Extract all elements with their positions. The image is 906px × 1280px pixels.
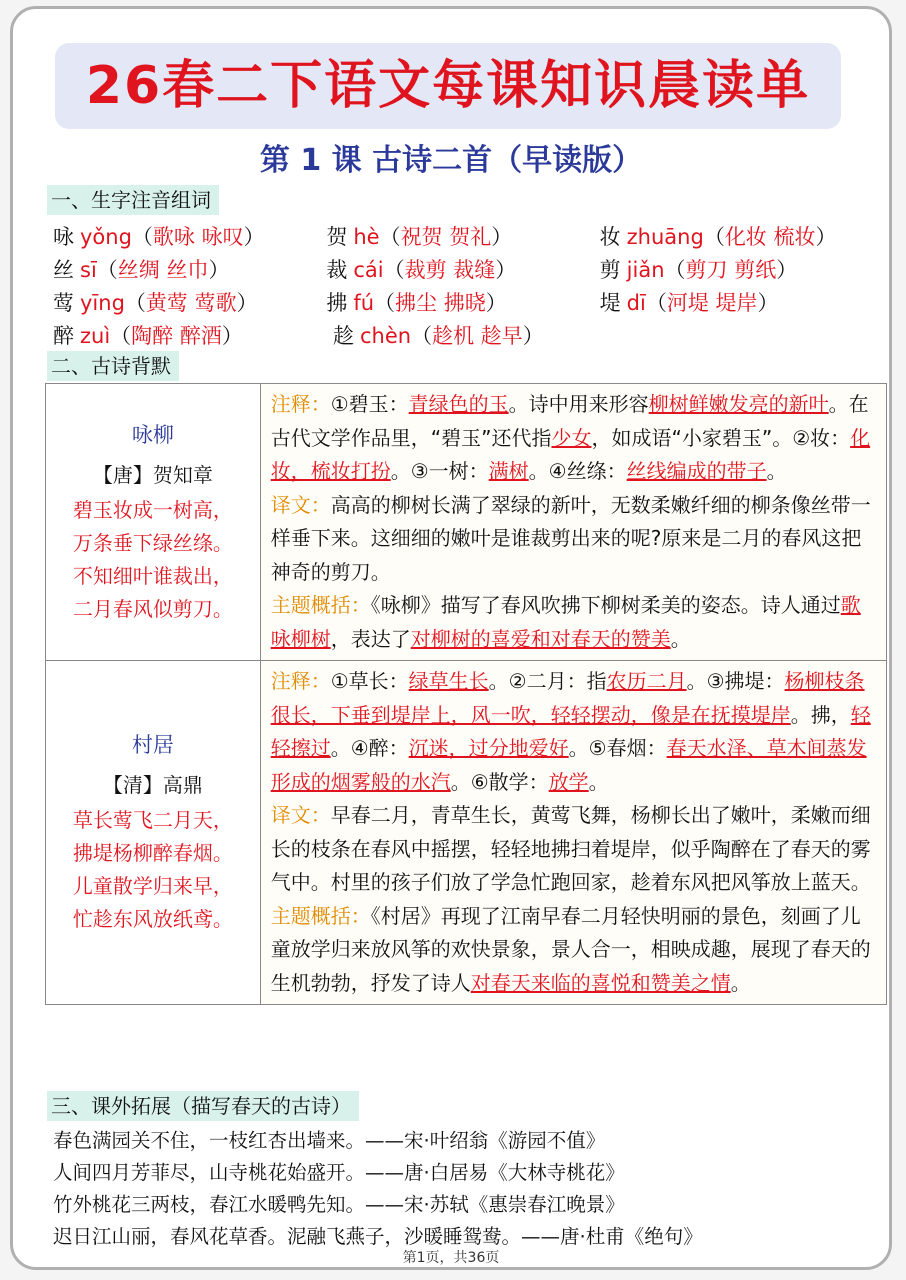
text-segment: 。④醉： bbox=[330, 736, 409, 760]
document-page bbox=[10, 6, 892, 1270]
paren-close: ） bbox=[757, 291, 779, 315]
poem-line: 不知细叶谁裁出， bbox=[72, 563, 233, 588]
extension-poem-line: 春色满园关不住，一枝红杏出墙来。——宋·叶绍翁《游园不值》 bbox=[53, 1129, 606, 1152]
label-tag: 译文： bbox=[270, 803, 331, 827]
character: 趁 bbox=[333, 324, 354, 348]
character-entry bbox=[600, 254, 873, 287]
paren-open: （ bbox=[96, 258, 118, 282]
page-title: 26春二下语文每课知识晨读单 bbox=[85, 56, 811, 116]
theme-paragraph bbox=[271, 589, 880, 656]
section-heading-poems: 二、古诗背默 bbox=[47, 351, 179, 381]
extension-poem-line: 人间四月芳菲尽，山寺桃花始盛开。——唐·白居易《大林寺桃花》 bbox=[53, 1161, 625, 1184]
character-entry bbox=[53, 287, 326, 320]
paren-open: （ bbox=[383, 258, 405, 282]
key-point: 轻轻擦过 bbox=[270, 702, 871, 760]
poem-line: 二月春风似剪刀。 bbox=[72, 596, 233, 621]
character: 拂 bbox=[326, 291, 348, 315]
character-row bbox=[53, 320, 873, 353]
character-entry bbox=[53, 320, 333, 353]
paren-open: （ bbox=[645, 291, 667, 315]
key-point: 杨柳枝条很长，下垂到堤岸上，风一吹，轻轻摆动，像是在抚摸堤岸 bbox=[270, 669, 865, 727]
pinyin: jiǎn bbox=[626, 258, 665, 282]
label-tag: 注释： bbox=[270, 392, 331, 416]
character-entry bbox=[600, 287, 873, 320]
character-row bbox=[53, 221, 873, 254]
key-point: 歌咏柳树 bbox=[270, 593, 861, 651]
paren-close: ） bbox=[243, 225, 265, 249]
poem-table bbox=[45, 383, 887, 1005]
character-grid bbox=[53, 221, 873, 353]
text-segment: ①草长： bbox=[330, 669, 409, 693]
theme-paragraph bbox=[271, 900, 880, 1001]
key-point: 丝线编成的带子 bbox=[626, 459, 767, 483]
paren-open: （ bbox=[703, 225, 725, 249]
paren-close: ） bbox=[495, 258, 517, 282]
page-number: 第1页，共36页 bbox=[402, 1250, 500, 1266]
poem-line: 碧玉妆成一树高， bbox=[72, 497, 233, 522]
poem-line: 忙趁东风放纸鸢。 bbox=[72, 907, 233, 931]
poem-line: 草长莺飞二月天， bbox=[72, 808, 233, 832]
pinyin: hè bbox=[353, 225, 380, 249]
key-point: 青绿色的玉 bbox=[408, 392, 509, 416]
key-point: 少女 bbox=[551, 425, 592, 450]
word-combinations: 裁剪 裁缝 bbox=[404, 258, 496, 282]
text-segment: 。⑤春烟： bbox=[568, 736, 667, 760]
key-point: 春天水泽、草木间蒸发形成的烟雾般的水汽 bbox=[270, 736, 867, 794]
text-segment: 《村居》再现了江南早春二月轻快明丽的景色，刻画了儿童放学归来放风筝的欢快景象，景人合一，相映成趣，展现了春天的生机勃勃，抒发了诗人 bbox=[270, 903, 871, 995]
key-point: 满树 bbox=[488, 459, 529, 483]
paren-open: （ bbox=[131, 225, 153, 249]
translation-paragraph bbox=[271, 799, 880, 900]
character-entry bbox=[326, 287, 599, 320]
word-combinations: 趁机 趁早 bbox=[432, 324, 523, 348]
word-combinations: 陶醉 醉酒 bbox=[131, 324, 222, 348]
character-entry bbox=[600, 221, 873, 254]
character-entry bbox=[326, 254, 599, 287]
paren-close: ） bbox=[776, 258, 798, 282]
pinyin: chèn bbox=[360, 324, 412, 348]
word-combinations: 丝绸 丝巾 bbox=[117, 258, 209, 282]
paren-close: ） bbox=[485, 291, 507, 315]
character-row bbox=[53, 287, 873, 320]
poem-line: 儿童散学归来早， bbox=[72, 874, 233, 898]
key-point: 绿草生长 bbox=[408, 669, 489, 693]
character: 裁 bbox=[326, 258, 348, 282]
key-point: 沉迷，过分地爱好 bbox=[408, 736, 569, 760]
text-segment: 。⑥散学： bbox=[450, 769, 549, 794]
text-segment: 。④丝绦： bbox=[528, 459, 627, 483]
text-segment: 。③一树： bbox=[390, 459, 489, 483]
pinyin: yǒng bbox=[80, 225, 132, 249]
character: 咏 bbox=[53, 225, 74, 249]
paren-open: （ bbox=[110, 324, 132, 348]
pinyin: dī bbox=[626, 291, 646, 315]
paren-open: （ bbox=[664, 258, 686, 282]
character-entry bbox=[53, 254, 326, 287]
paren-close: ） bbox=[815, 225, 837, 249]
paren-open: （ bbox=[374, 291, 396, 315]
key-point: 柳树鲜嫩发亮的新叶 bbox=[648, 392, 829, 416]
poem-row bbox=[46, 384, 886, 661]
word-combinations: 歌咏 咏叹 bbox=[152, 225, 244, 249]
character-entry bbox=[326, 221, 599, 254]
paren-open: （ bbox=[124, 291, 146, 315]
poem-line: 拂堤杨柳醉春烟。 bbox=[72, 841, 233, 865]
word-combinations: 化妆 梳妆 bbox=[724, 225, 816, 249]
text-segment: 。 bbox=[766, 459, 787, 483]
character: 堤 bbox=[599, 291, 621, 315]
character: 妆 bbox=[599, 225, 621, 249]
poem-explanation-cell bbox=[261, 384, 886, 660]
character: 莺 bbox=[53, 291, 74, 315]
poem-author: 【唐】贺知章 bbox=[92, 462, 213, 487]
pinyin: zuì bbox=[80, 324, 111, 348]
annotation-paragraph bbox=[271, 665, 880, 799]
paren-close: ） bbox=[208, 258, 230, 282]
character-entry bbox=[53, 221, 326, 254]
paren-open: （ bbox=[379, 225, 401, 249]
character: 剪 bbox=[599, 258, 621, 282]
text-segment: 《咏柳》描写了春风吹拂下柳树柔美的姿态。诗人通过 bbox=[370, 593, 841, 617]
section-heading-extension: 三、课外拓展（描写春天的古诗） bbox=[47, 1091, 359, 1121]
text-segment: ，表达了 bbox=[330, 626, 411, 651]
text-segment: ①碧玉： bbox=[330, 392, 409, 416]
text-segment: 。 bbox=[730, 970, 751, 995]
text-segment: 。在古代文学作品里，“碧玉”还代指 bbox=[270, 392, 869, 450]
pinyin: zhuāng bbox=[626, 225, 704, 249]
character-entry bbox=[333, 320, 613, 353]
poem-text-cell bbox=[46, 661, 261, 1004]
character: 丝 bbox=[53, 258, 74, 282]
text-segment: 。 bbox=[588, 769, 609, 794]
paren-close: ） bbox=[236, 291, 258, 315]
poem-line: 万条垂下绿丝绦。 bbox=[72, 530, 233, 555]
word-combinations: 黄莺 莺歌 bbox=[145, 291, 237, 315]
poem-row bbox=[46, 661, 886, 1004]
pinyin: sī bbox=[80, 258, 97, 282]
character-row bbox=[53, 254, 873, 287]
pinyin: yīng bbox=[80, 291, 125, 315]
label-tag: 主题概括： bbox=[270, 903, 371, 928]
title-banner bbox=[55, 43, 841, 129]
text-segment: 早春二月，青草生长，黄莺飞舞，杨柳长出了嫩叶，柔嫩而细长的枝条在春风中摇摆，轻轻地拂扫着堤岸，似乎陶醉在了春天的雾气中。村里的孩子们放了学急忙跑回家，趁着东风把风筝放上蓝天。 bbox=[270, 803, 871, 894]
pinyin: fú bbox=[353, 291, 375, 315]
character: 醉 bbox=[53, 324, 74, 348]
text-segment: 。 bbox=[670, 626, 691, 651]
word-combinations: 剪刀 剪纸 bbox=[685, 258, 777, 282]
annotation-paragraph bbox=[271, 388, 880, 489]
word-combinations: 祝贺 贺礼 bbox=[400, 225, 492, 249]
poem-title: 咏柳 bbox=[131, 422, 174, 447]
label-tag: 主题概括： bbox=[270, 593, 371, 617]
character: 贺 bbox=[326, 225, 348, 249]
poem-text-cell bbox=[46, 384, 261, 660]
key-point: 农历二月 bbox=[606, 669, 687, 693]
key-point: 化妆，梳妆打扮 bbox=[270, 425, 871, 483]
key-point: 对柳树的喜爱和对春天的赞美 bbox=[410, 626, 671, 651]
word-combinations: 河堤 堤岸 bbox=[666, 291, 758, 315]
paren-close: ） bbox=[522, 324, 544, 348]
paren-open: （ bbox=[411, 324, 433, 348]
lesson-subtitle: 第 1 课 古诗二首（早读版） bbox=[259, 143, 643, 178]
text-segment: 。拂， bbox=[790, 702, 851, 727]
translation-paragraph bbox=[271, 489, 880, 590]
text-segment: 高高的柳树长满了翠绿的新叶，无数柔嫩纤细的柳条像丝带一样垂下来。这细细的嫩叶是谁裁剪出来的呢?原来是二月的春风这把神奇的剪刀。 bbox=[270, 492, 871, 584]
text-segment: 。②二月：指 bbox=[488, 669, 607, 693]
paren-close: ） bbox=[491, 225, 513, 249]
pinyin: cái bbox=[353, 258, 384, 282]
extension-poem-list bbox=[53, 1125, 873, 1253]
label-tag: 注释： bbox=[270, 669, 331, 693]
extension-poem-line: 竹外桃花三两枝，春江水暖鸭先知。——宋·苏轼《惠崇春江晚景》 bbox=[53, 1193, 625, 1216]
section-heading-characters: 一、生字注音组词 bbox=[47, 185, 219, 215]
text-segment: 。诗中用来形容 bbox=[508, 392, 649, 416]
poem-explanation-cell bbox=[261, 661, 886, 1004]
text-segment: ，如成语“小家碧玉”。②妆： bbox=[591, 425, 851, 450]
text-segment: 。③拂堤： bbox=[686, 669, 785, 693]
poem-title: 村居 bbox=[131, 733, 174, 757]
key-point: 放学 bbox=[548, 769, 589, 794]
poem-author: 【清】高鼎 bbox=[102, 773, 203, 797]
paren-close: ） bbox=[221, 324, 243, 348]
word-combinations: 拂尘 拂晓 bbox=[395, 291, 486, 315]
label-tag: 译文： bbox=[270, 492, 331, 517]
key-point: 对春天来临的喜悦和赞美之情 bbox=[470, 970, 731, 995]
extension-poem-line: 迟日江山丽，春风花草香。泥融飞燕子，沙暖睡鸳鸯。——唐·杜甫《绝句》 bbox=[53, 1225, 703, 1248]
